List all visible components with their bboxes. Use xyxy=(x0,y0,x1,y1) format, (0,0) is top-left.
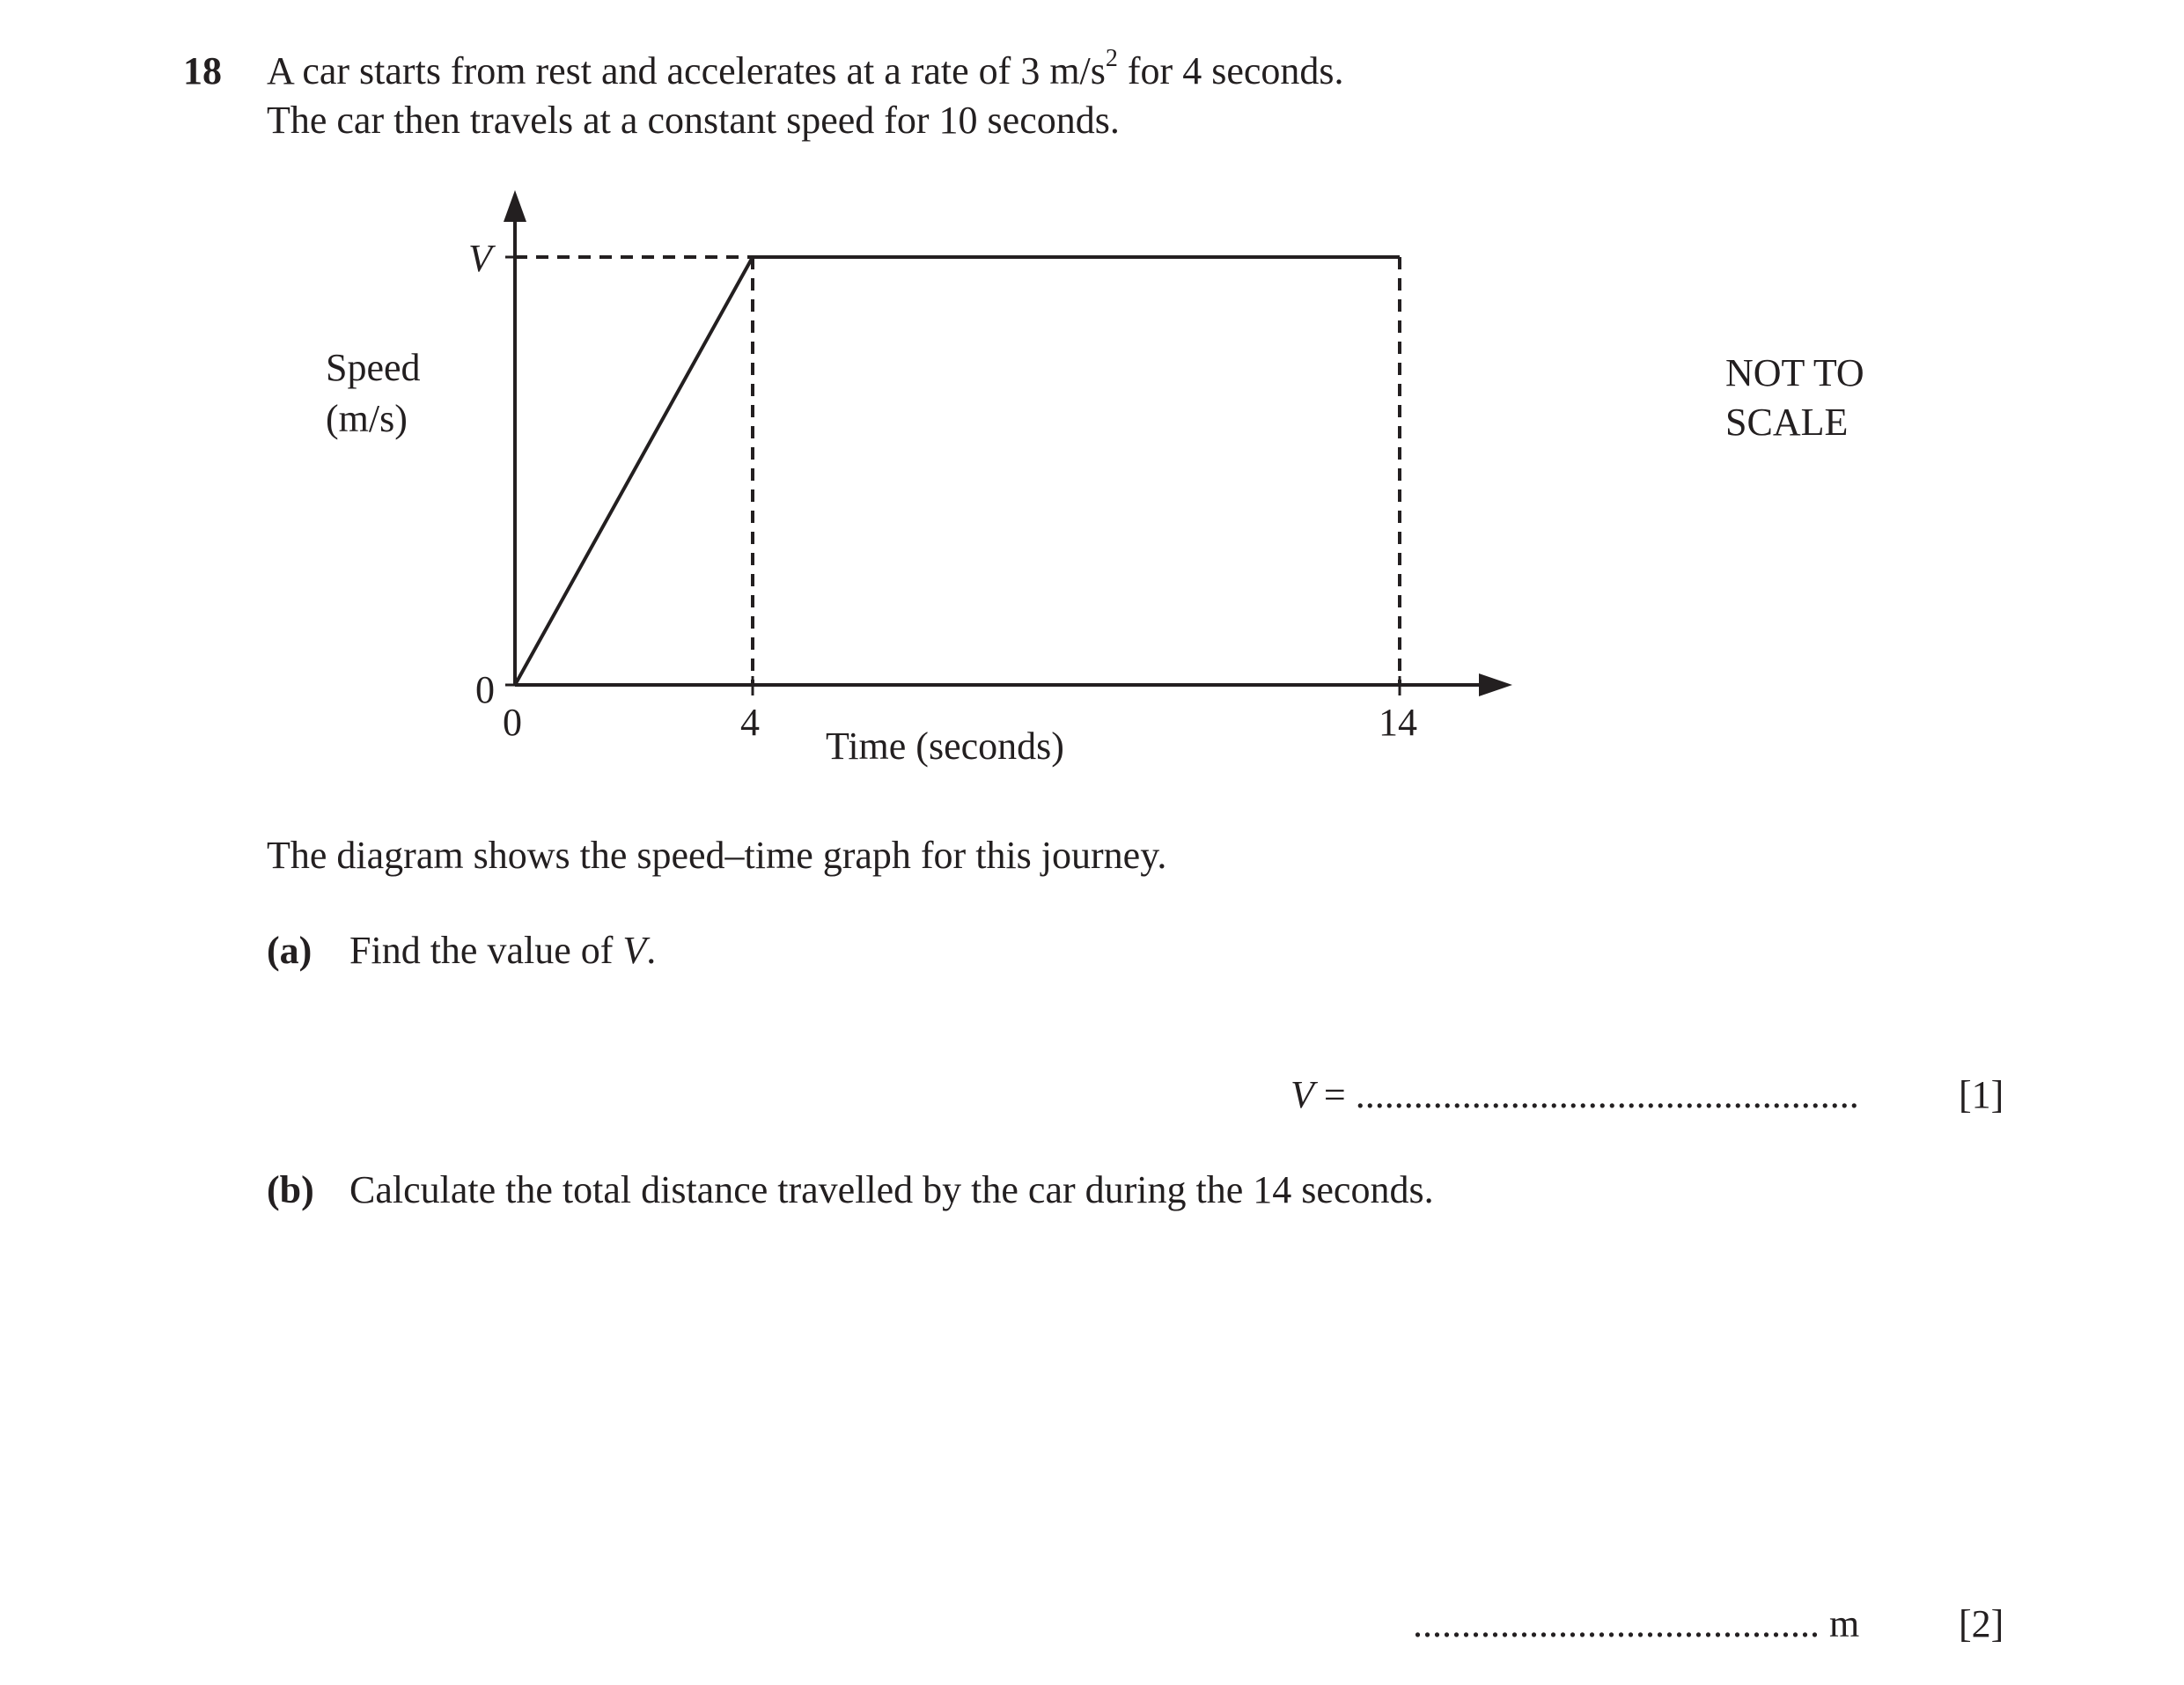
x-tick-label-4: 4 xyxy=(740,701,760,744)
question-line-1-text: A car starts from rest and accelerates at a rate of 3 m/s xyxy=(267,49,1106,92)
exponent: 2 xyxy=(1105,45,1118,72)
question-line-1-tail: for 4 seconds. xyxy=(1117,49,1344,92)
part-b-answer-dots[interactable]: .......................................... xyxy=(1413,1602,1820,1645)
not-to-scale-line-1: NOT TO xyxy=(1725,351,1864,394)
part-a-text-main: Find the value of xyxy=(349,929,623,972)
speed-line xyxy=(515,257,1400,685)
y-tick-label-v: V xyxy=(468,237,492,280)
part-a-answer-var: V xyxy=(1291,1073,1314,1116)
part-b-answer-unit: m xyxy=(1829,1602,1860,1645)
question-line-2: The car then travels at a constant speed for 10 seconds. xyxy=(267,99,1120,142)
part-a-text-end: . xyxy=(646,929,657,972)
y-tick-label-zero: 0 xyxy=(475,668,495,711)
y-axis-label-line-2: (m/s) xyxy=(326,397,408,440)
y-axis-label-line-1: Speed xyxy=(326,346,421,389)
part-a-answer-dots[interactable]: .................................................... xyxy=(1355,1073,1859,1116)
part-a-text xyxy=(349,931,656,970)
part-b-label: (b) xyxy=(267,1168,314,1211)
part-a-answer-line xyxy=(1291,1073,1859,1116)
part-a-answer-equals: = xyxy=(1313,1073,1356,1116)
part-b-answer-line xyxy=(1413,1602,1860,1645)
intro-text: The diagram shows the speed–time graph for this journey. xyxy=(267,834,1167,877)
x-axis-arrow xyxy=(1479,673,1512,696)
part-a-text-var: V xyxy=(622,929,647,972)
part-b-marks: [2] xyxy=(1959,1602,2004,1645)
part-a-label: (a) xyxy=(267,929,313,972)
x-axis-label: Time (seconds) xyxy=(826,725,1064,768)
part-b-text: Calculate the total distance travelled by the car during the 14 seconds. xyxy=(349,1168,1434,1211)
question-number: 18 xyxy=(183,49,222,92)
y-axis-arrow xyxy=(504,190,526,222)
x-tick-label-14: 14 xyxy=(1379,701,1417,744)
not-to-scale-line-2: SCALE xyxy=(1725,401,1849,444)
part-a-marks: [1] xyxy=(1959,1073,2004,1116)
x-tick-label-0: 0 xyxy=(503,701,522,744)
